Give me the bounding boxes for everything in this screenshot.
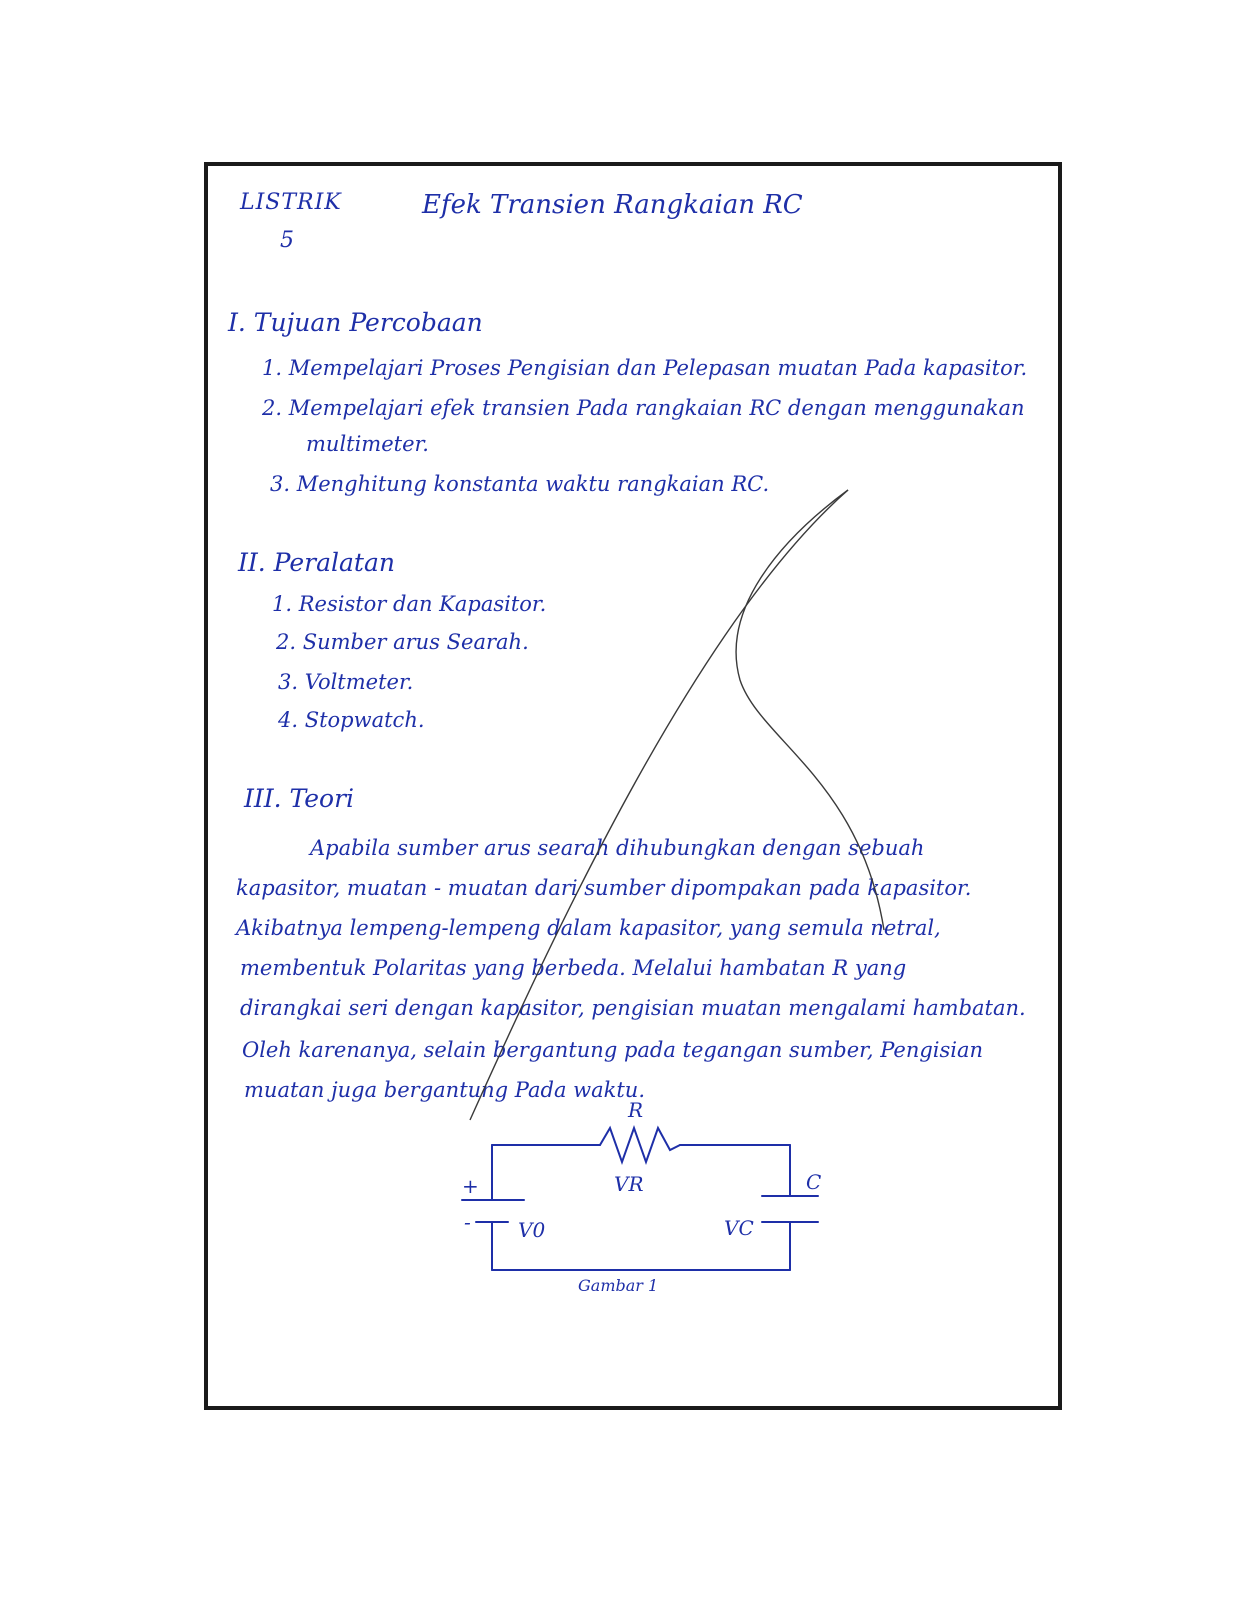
resistor-symbol [600, 1128, 680, 1162]
paragraph-line: Akibatnya lempeng-lempeng dalam kapasitor, yang semula netral, [236, 916, 941, 940]
section-heading-peralatan: II. Peralatan [238, 548, 395, 577]
plus-label: + [462, 1174, 479, 1198]
pencil-stroke [470, 490, 884, 1120]
paragraph-line: dirangkai seri dengan kapasitor, pengisian muatan mengalami hambatan. [240, 996, 1026, 1020]
vc-label: VC [724, 1216, 754, 1240]
list-item: 1. Resistor dan Kapasitor. [272, 592, 547, 616]
paragraph-line: membentuk Polaritas yang berbeda. Melalui hambatan R yang [240, 956, 907, 980]
figure-caption: Gambar 1 [578, 1276, 659, 1295]
list-item: 1. Mempelajari Proses Pengisian dan Pelepasan muatan Pada kapasitor. [262, 356, 1028, 380]
paragraph-line: Apabila sumber arus searah dihubungkan dengan sebuah [310, 836, 925, 860]
list-item: 2. Sumber arus Searah. [276, 630, 529, 654]
list-item: 4. Stopwatch. [278, 708, 425, 732]
list-item: 2. Mempelajari efek transien Pada rangkaian RC dengan menggunakan [262, 396, 1025, 420]
v0-label: V0 [518, 1218, 546, 1242]
resistor-label: R [628, 1098, 644, 1122]
section-heading-teori: III. Teori [244, 784, 355, 813]
paragraph-line: Oleh karenanya, selain bergantung pada tegangan sumber, Pengisian [242, 1038, 984, 1062]
paragraph-line: kapasitor, muatan - muatan dari sumber dipompakan pada kapasitor. [236, 876, 972, 900]
list-item: 3. Menghitung konstanta waktu rangkaian RC. [270, 472, 770, 496]
capacitor-label: C [806, 1170, 822, 1194]
paragraph-line: muatan juga bergantung Pada waktu. [244, 1078, 645, 1102]
list-item: multimeter. [306, 432, 429, 456]
section-heading-tujuan: I. Tujuan Percobaan [228, 308, 483, 337]
list-item: 3. Voltmeter. [278, 670, 414, 694]
subject-label: LISTRIK [240, 190, 342, 215]
minus-label: - [464, 1210, 471, 1234]
subject-number: 5 [280, 228, 295, 253]
vr-label: VR [614, 1172, 644, 1196]
page-title: Efek Transien Rangkaian RC [422, 190, 803, 220]
